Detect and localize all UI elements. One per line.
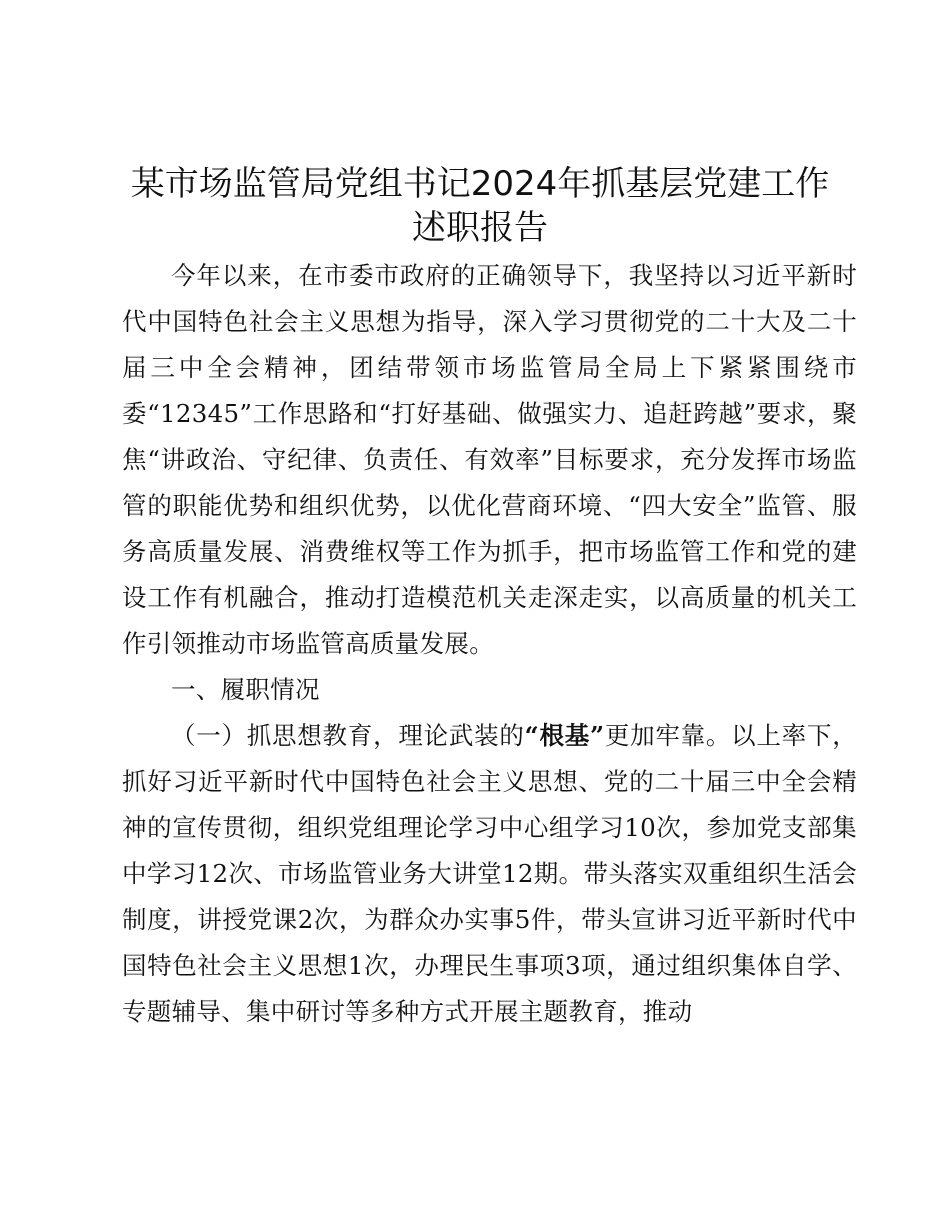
title-line-1: 某市场监管局党组书记2024年抓基层党建工作 bbox=[130, 164, 830, 204]
section-heading: 一、履职情况 bbox=[171, 675, 320, 704]
subsection-emphasis: “根基” bbox=[524, 721, 605, 750]
subsection-paragraph bbox=[122, 713, 857, 1035]
intro-paragraph: 今年以来，在市委市政府的正确领导下，我坚持以习近平新时代中国特色社会主义思想为指导，深入学习贯彻党的二十大及二十届三中全会精神，团结带领市场监管局全局上下紧紧围绕市委“12345”工作思路和“打好基础、做强实力、追赶跨越”要求，聚焦“讲政治、守纪律、负责任、有效率”目标要求，充分发挥市场监管的职能优势和组织优势，以优化营商环境、“四大安全”监管、服务高质量发展、消费维权等工作为抓手，把市场监管工作和党的建设工作有机融合，推动打造模范机关走深走实，以高质量的机关工作引领推动市场监管高质量发展。 bbox=[122, 261, 857, 658]
document-title bbox=[100, 162, 860, 250]
subsection-prefix: （一）抓思想教育，理论武装的 bbox=[171, 721, 525, 750]
document-body bbox=[122, 253, 857, 1035]
subsection-text: 更加牢靠。以上率下，抓好习近平新时代中国特色社会主义思想、党的二十届三中全会精神的宣传贯彻，组织党组理论学习中心组学习10次，参加党支部集中学习12次、市场监管业务大讲堂12期。带头落实双重组织生活会制度，讲授党课2次，为群众办实事5件，带头宣讲习近平新时代中国特色社会主义思想1次，办理民生事项3项，通过组织集体自学、专题辅导、集中研讨等多种方式开展主题教育，推动 bbox=[122, 721, 858, 1026]
title-line-2: 述职报告 bbox=[412, 208, 548, 248]
